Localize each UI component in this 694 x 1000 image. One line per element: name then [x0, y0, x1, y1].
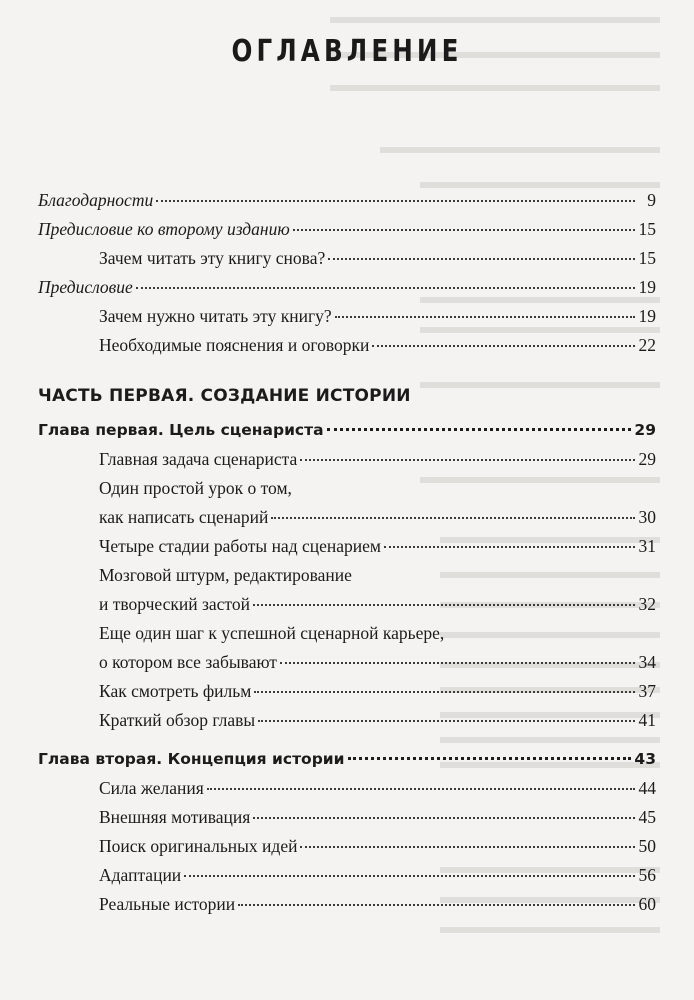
dot-leader: [300, 459, 635, 461]
toc-entry: [38, 863, 656, 892]
toc-page-number: 31: [638, 536, 656, 556]
toc-entry: [38, 592, 656, 621]
toc-entry-label: Предисловие: [38, 277, 133, 297]
toc-page-number: 37: [638, 681, 656, 701]
part-heading: ЧАСТЬ ПЕРВАЯ. СОЗДАНИЕ ИСТОРИИ: [38, 386, 411, 406]
toc-page-number: 32: [638, 594, 656, 614]
toc-entry-label: Еще один шаг к успешной сценарной карьере,: [99, 623, 445, 643]
toc-entry: [38, 679, 656, 708]
dot-leader: [238, 904, 635, 906]
dot-leader: [207, 788, 635, 790]
toc-entry-label: о котором все забывают: [99, 652, 277, 672]
toc-page-number: 15: [638, 248, 656, 268]
toc-entry-first-line: [38, 563, 656, 592]
toc-entry-label: Четыре стадии работы над сценарием: [99, 536, 381, 556]
toc-entry-first-line: [38, 621, 656, 650]
toc-entry-why-read: [38, 304, 656, 333]
toc-page-number: 43: [634, 750, 656, 768]
dot-leader: [184, 875, 635, 877]
toc-entry-preface: [38, 275, 656, 304]
toc-entry-first-line: [38, 476, 656, 505]
toc-entry-label: Реальные истории: [99, 894, 236, 914]
toc-entry-why-read-again: [38, 246, 656, 275]
toc-page-number: 44: [638, 778, 656, 798]
toc-entry-label: Поиск оригинальных идей: [99, 836, 298, 856]
toc-entry-second-edition-preface: [38, 217, 656, 246]
chapter-title: Глава вторая. Концепция истории: [38, 750, 345, 768]
toc-entry-label: Предисловие ко второму изданию: [38, 219, 290, 239]
dot-leader: [254, 691, 635, 693]
chapter-title: Глава первая. Цель сценариста: [38, 421, 324, 439]
toc-entry: [38, 447, 656, 476]
dot-leader: [253, 817, 635, 819]
toc-entry: [38, 534, 656, 563]
dot-leader: [271, 517, 635, 519]
toc-entry-label: Сила желания: [99, 778, 204, 798]
toc-page-number: 56: [638, 865, 656, 885]
toc-entry-label: Зачем нужно читать эту книгу?: [99, 306, 332, 326]
toc-entry-acknowledgements: [38, 188, 656, 217]
toc-entry-notes-and-caveats: [38, 333, 656, 362]
toc-page-number: 9: [647, 190, 656, 210]
dot-leader: [280, 662, 635, 664]
toc-page-number: 60: [638, 894, 656, 914]
toc-page-number: 22: [638, 335, 656, 355]
table-of-contents: [38, 188, 656, 921]
toc-entry-label: Как смотреть фильм: [99, 681, 252, 701]
dot-leader: [258, 720, 635, 722]
toc-entry-label: Адаптации: [99, 865, 182, 885]
toc-chapter-one: [38, 418, 656, 447]
toc-page-number: 34: [638, 652, 656, 672]
toc-page-number: 15: [638, 219, 656, 239]
toc-entry: [38, 805, 656, 834]
toc-entry: [38, 892, 656, 921]
toc-entry-label: как написать сценарий: [99, 507, 269, 527]
dot-leader: [328, 258, 635, 260]
dot-leader: [372, 345, 635, 347]
toc-page-number: 50: [638, 836, 656, 856]
toc-entry-label: Краткий обзор главы: [99, 710, 256, 730]
dot-leader: [300, 846, 635, 848]
dot-leader: [348, 757, 632, 760]
toc-page-number: 30: [638, 507, 656, 527]
toc-entry-label: Главная задача сценариста: [99, 449, 298, 469]
toc-page-number: 19: [638, 306, 656, 326]
toc-entry-label: Внешняя мотивация: [99, 807, 251, 827]
toc-page-number: 41: [638, 710, 656, 730]
toc-entry-label: Благодарности: [38, 190, 154, 210]
dot-leader: [136, 287, 635, 289]
toc-entry-label: Один простой урок о том,: [99, 478, 292, 498]
dot-leader: [156, 200, 635, 202]
toc-entry-label: Необходимые пояснения и оговорки: [99, 335, 370, 355]
toc-page-number: 29: [634, 421, 656, 439]
page-title: ОГЛАВЛЕНИЕ: [231, 34, 463, 69]
toc-page-number: 45: [638, 807, 656, 827]
dot-leader: [384, 546, 635, 548]
toc-entry: [38, 650, 656, 679]
toc-entry-label: Зачем читать эту книгу снова?: [99, 248, 326, 268]
toc-entry: [38, 834, 656, 863]
dot-leader: [253, 604, 635, 606]
toc-entry-label: Мозговой штурм, редактирование: [99, 565, 352, 585]
dot-leader: [335, 316, 635, 318]
dot-leader: [293, 229, 635, 231]
toc-entry: [38, 505, 656, 534]
toc-page-number: 19: [638, 277, 656, 297]
toc-entry-label: и творческий застой: [99, 594, 250, 614]
toc-entry: [38, 776, 656, 805]
dot-leader: [327, 428, 632, 431]
toc-chapter-two: [38, 747, 656, 776]
toc-page-number: 29: [638, 449, 656, 469]
toc-entry: [38, 708, 656, 737]
